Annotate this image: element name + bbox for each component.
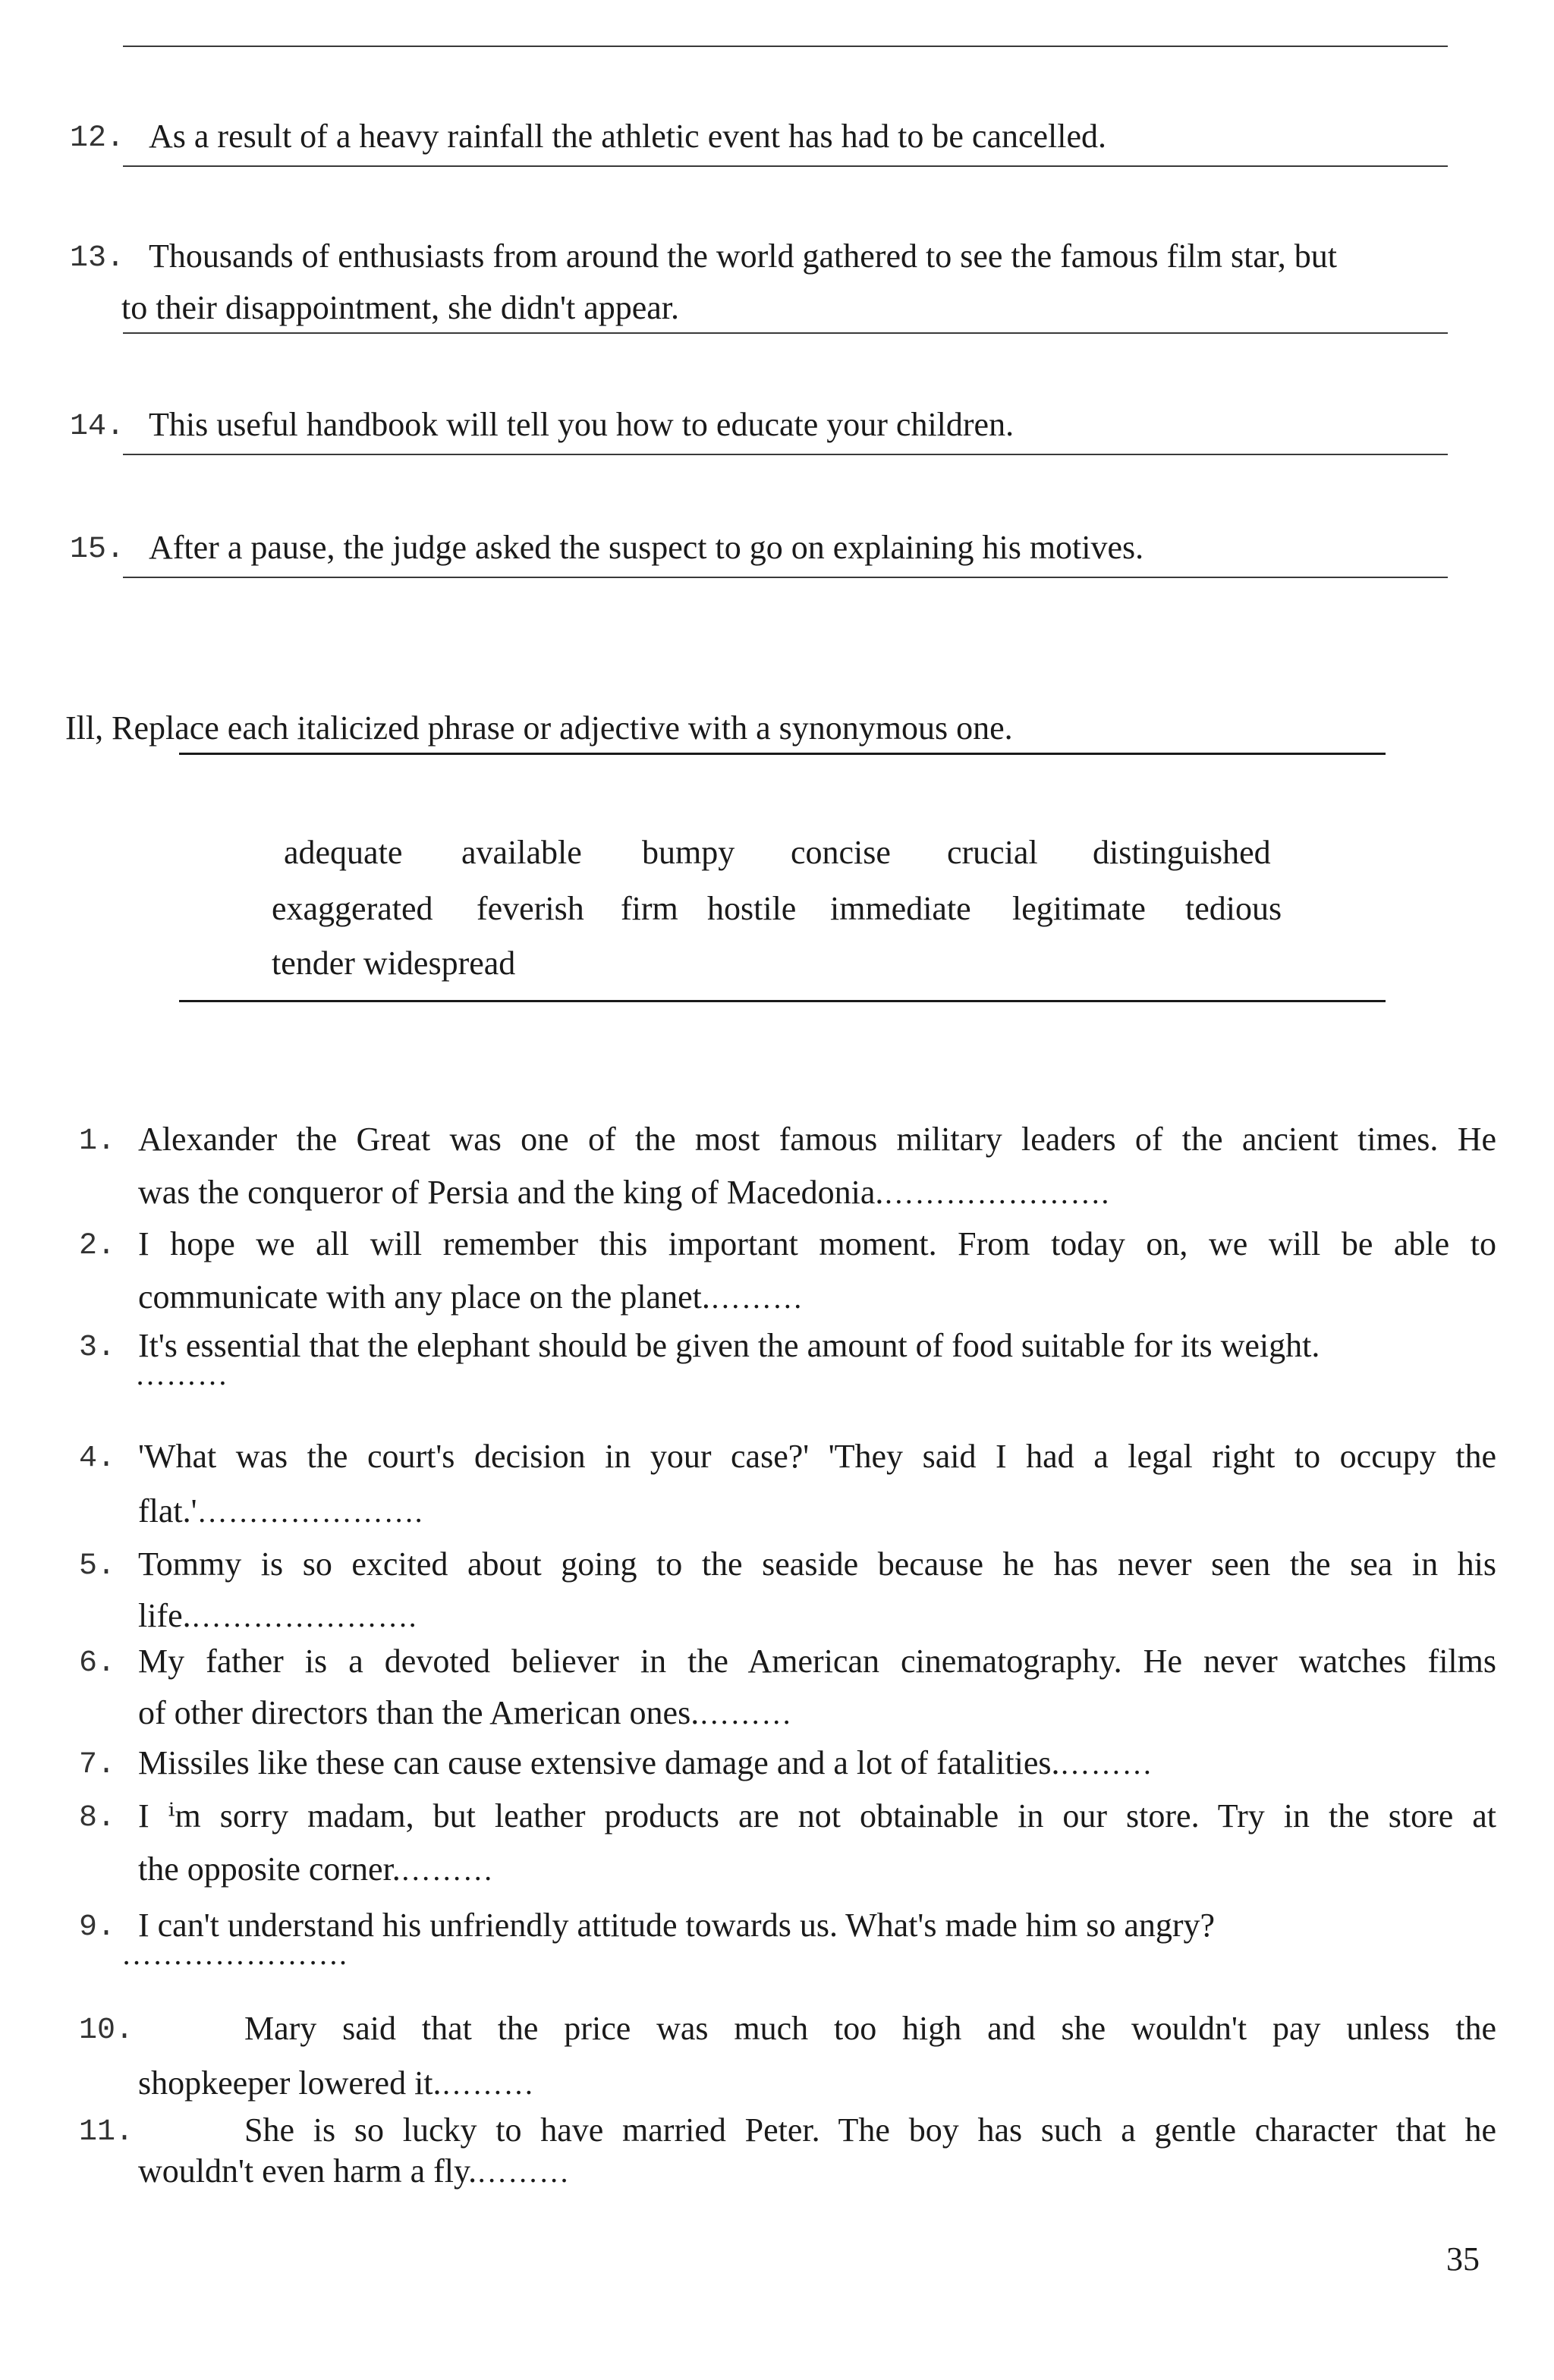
item-text: Thousands of enthusiasts from around the world gathered to see the famous film star, but <box>149 237 1337 275</box>
item-number: 12. <box>70 121 125 156</box>
word-bank-word: hostile <box>707 890 797 927</box>
item-text: 'What was the court's decision in your case?' 'They said I had a legal right to occupy the <box>138 1438 1496 1475</box>
word-bank-word: exaggerated <box>272 890 433 927</box>
word-bank-word: crucial <box>947 834 1038 871</box>
answer-line <box>123 577 1448 578</box>
word-bank-rule <box>179 1000 1386 1002</box>
item-number: 5. <box>79 1549 116 1583</box>
answer-blank[interactable]: …………………. <box>121 1937 348 1971</box>
word-bank-word: bumpy <box>642 834 735 871</box>
item-text: As a result of a heavy rainfall the athletic event has had to be cancelled. <box>149 118 1107 155</box>
item-number: 7. <box>79 1748 116 1782</box>
item-number: 4. <box>79 1442 116 1476</box>
word-bank-word: legitimate <box>1012 890 1146 927</box>
item-text: wouldn't even harm a fly.……… <box>138 2152 571 2190</box>
item-text: Tommy is so excited about going to the seaside because he has never seen the sea in his <box>138 1545 1496 1583</box>
item-text: communicate with any place on the planet.……… <box>138 1278 804 1316</box>
item-text: After a pause, the judge asked the suspect to go on explaining his motives. <box>149 529 1144 566</box>
heading-rule <box>179 753 1386 755</box>
item-text: Mary said that the price was much too high and she wouldn't pay unless the <box>244 2010 1496 2047</box>
item-number: 6. <box>79 1646 116 1680</box>
answer-blank[interactable]: …………………. <box>883 1176 1110 1210</box>
answer-blank[interactable]: ……… <box>441 2067 535 2101</box>
item-number: 8. <box>79 1801 116 1835</box>
item-text: of other directors than the American ones.……… <box>138 1694 793 1731</box>
answer-line <box>123 332 1448 334</box>
item-text: life.…………………. <box>138 1597 417 1634</box>
item-number: 1. <box>79 1124 116 1159</box>
page-number: 35 <box>1446 2240 1480 2278</box>
item-text: I hope we all will remember this important moment. From today on, we will be able to <box>138 1225 1496 1262</box>
answer-line <box>123 454 1448 455</box>
word-bank-word: immediate <box>830 890 971 927</box>
item-text: to their disappointment, she didn't appear. <box>121 289 680 326</box>
answer-blank[interactable]: ……… <box>135 1357 228 1391</box>
answer-line <box>123 165 1448 167</box>
answer-blank[interactable]: ……… <box>400 1853 494 1887</box>
item-text: It's essential that the elephant should be given the amount of food suitable for its weight. <box>138 1327 1320 1364</box>
item-number: 10. <box>79 2014 134 2048</box>
item-text: My father is a devoted believer in the American cinematography. He never watches films <box>138 1643 1496 1680</box>
answer-blank[interactable]: …………………. <box>190 1599 417 1633</box>
word-bank-word: concise <box>791 834 891 871</box>
word-bank-word: firm <box>621 890 678 927</box>
item-text: I can't understand his unfriendly attitude towards us. What's made him so angry? <box>138 1907 1216 1944</box>
word-bank-word: tedious <box>1185 890 1282 927</box>
answer-blank[interactable]: ……… <box>1059 1746 1153 1781</box>
answer-blank[interactable]: ……… <box>699 1696 793 1731</box>
item-number: 2. <box>79 1229 116 1263</box>
section-heading: Ill, Replace each italicized phrase or adjective with a synonymous one. <box>65 709 1013 747</box>
item-text: This useful handbook will tell you how to educate your children. <box>149 406 1015 443</box>
word-bank-word: available <box>461 834 582 871</box>
word-bank-word: feverish <box>477 890 584 927</box>
item-number: 15. <box>70 533 125 567</box>
top-rule <box>123 46 1448 47</box>
item-number: 11. <box>79 2115 134 2149</box>
item-number: 13. <box>70 241 125 275</box>
answer-blank[interactable]: ……… <box>477 2155 571 2189</box>
word-bank-word: distinguished <box>1093 834 1271 871</box>
item-text: Missiles like these can cause extensive damage and a lot of fatalities.……… <box>138 1744 1153 1781</box>
answer-blank[interactable]: ……… <box>709 1281 804 1315</box>
item-number: 3. <box>79 1331 116 1365</box>
item-text: the opposite corner.……… <box>138 1850 494 1888</box>
answer-blank[interactable]: …………………. <box>197 1495 423 1529</box>
item-text: shopkeeper lowered it.……… <box>138 2064 535 2102</box>
item-text: was the conqueror of Persia and the king of Macedonia.…………………. <box>138 1174 1110 1211</box>
item-number: 9. <box>79 1910 116 1945</box>
word-bank-word: tender widespread <box>272 945 516 982</box>
word-bank-word: adequate <box>284 834 403 871</box>
item-text: Alexander the Great was one of the most famous military leaders of the ancient times. He <box>138 1121 1496 1158</box>
item-text: flat.'…………………. <box>138 1492 423 1530</box>
item-text: I ⁱm sorry madam, but leather products are not obtainable in our store. Try in the store at <box>138 1797 1496 1835</box>
item-text: She is so lucky to have married Peter. The boy has such a gentle character that he <box>244 2111 1496 2149</box>
item-number: 14. <box>70 410 125 444</box>
